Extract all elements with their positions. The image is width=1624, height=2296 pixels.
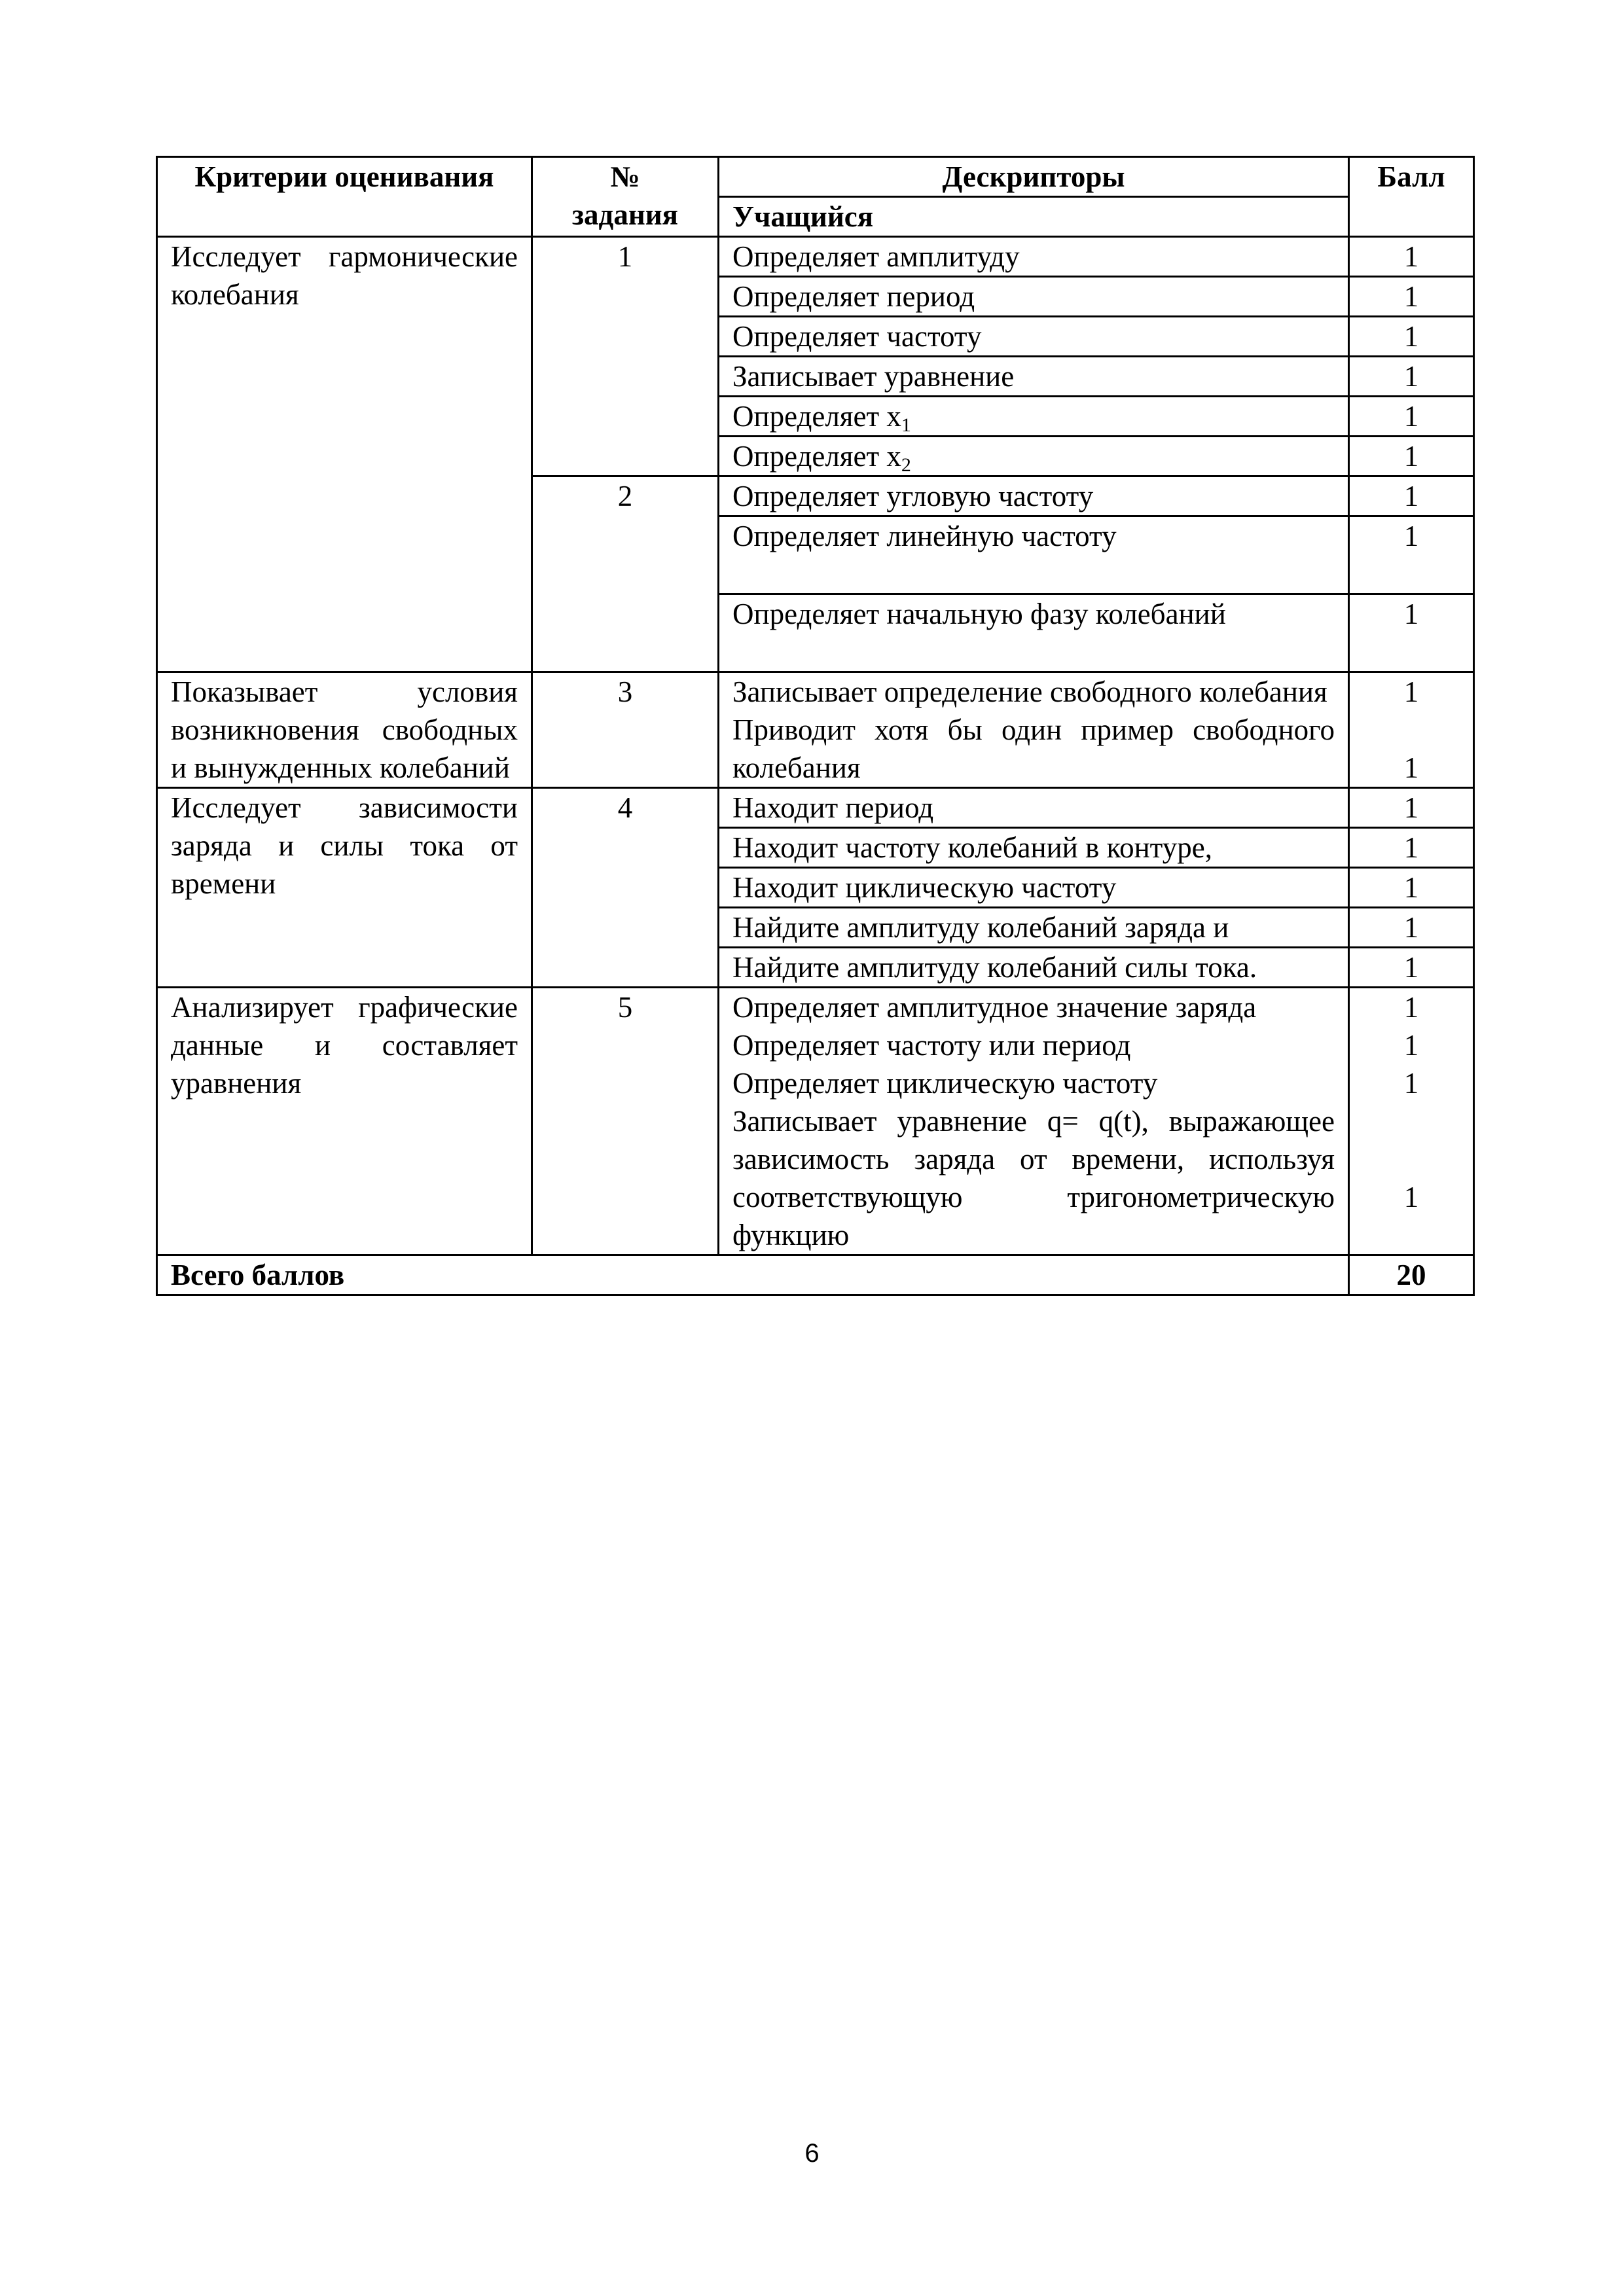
descriptor-cell: Определяет угловую частоту (719, 476, 1349, 516)
descriptor-cell: Определяет период (719, 277, 1349, 317)
score-cell: 1 (1349, 828, 1474, 868)
table-row (157, 788, 1474, 828)
task-number-cell: 4 (532, 788, 719, 988)
header-criteria: Критерии оценивания (157, 157, 532, 237)
score-cell (1349, 988, 1474, 1255)
page-number: 6 (804, 2139, 820, 2168)
score-cell: 1 (1349, 788, 1474, 828)
score-cell: 1 (1349, 948, 1474, 988)
table-row (157, 988, 1474, 1255)
header-task-number (532, 157, 719, 237)
descriptor-text: Определяет амплитудное значение заряда (732, 991, 1257, 1024)
score-cell: 1 (1349, 317, 1474, 357)
table-row (157, 672, 1474, 788)
score-value: 1 (1403, 675, 1419, 708)
criterion-cell: Исследует зависимости заряда и силы тока от времени (157, 788, 532, 988)
descriptor-text: Определяет частоту или период (732, 1029, 1131, 1062)
table-row (157, 237, 1474, 277)
descriptor-text: Определяет x (732, 440, 901, 473)
descriptor-cell: Находит циклическую частоту (719, 868, 1349, 908)
descriptor-cell (719, 672, 1349, 788)
score-cell: 1 (1349, 437, 1474, 476)
subscript: 1 (901, 414, 911, 436)
descriptor-text: Определяет циклическую частоту (732, 1067, 1158, 1100)
criterion-cell: Анализирует графические данные и составляет уравнения (157, 988, 532, 1255)
descriptor-cell (719, 397, 1349, 437)
criterion-cell: Показывает условия возникновения свободных и вынужденных колебаний (157, 672, 532, 788)
descriptor-text: Приводит хотя бы один пример свободного колебания (732, 713, 1335, 784)
header-task-number-line2: задания (571, 198, 679, 231)
subscript: 2 (901, 454, 911, 476)
score-cell: 1 (1349, 516, 1474, 594)
score-cell: 1 (1349, 277, 1474, 317)
descriptor-cell: Находит период (719, 788, 1349, 828)
spacer (1363, 1102, 1460, 1178)
descriptor-text: Определяет x (732, 400, 901, 433)
descriptor-cell: Найдите амплитуду колебаний заряда и (719, 908, 1349, 948)
score-value: 1 (1403, 1181, 1419, 1213)
total-row (157, 1255, 1474, 1295)
score-cell: 1 (1349, 357, 1474, 397)
descriptor-cell (719, 988, 1349, 1255)
assessment-rubric-table (156, 156, 1475, 1296)
score-value: 1 (1403, 1067, 1419, 1100)
header-descriptors-sub: Учащийся (719, 197, 1349, 237)
task-number-cell: 5 (532, 988, 719, 1255)
score-cell: 1 (1349, 397, 1474, 437)
descriptor-cell: Определяет начальную фазу колебаний (719, 594, 1349, 672)
descriptor-cell: Определяет частоту (719, 317, 1349, 357)
task-number-cell: 1 (532, 237, 719, 476)
score-cell: 1 (1349, 476, 1474, 516)
score-cell: 1 (1349, 908, 1474, 948)
descriptor-text: Записывает определение свободного колебания (732, 675, 1327, 708)
score-value: 1 (1403, 751, 1419, 784)
task-number-cell: 2 (532, 476, 719, 672)
descriptor-text: Записывает уравнение q= q(t), выражающее зависимость заряда от времени, используя соответствующую тригонометрическую функцию (732, 1105, 1335, 1251)
descriptor-cell (719, 437, 1349, 476)
score-cell: 1 (1349, 868, 1474, 908)
header-descriptors: Дескрипторы (719, 157, 1349, 197)
score-cell: 1 (1349, 237, 1474, 277)
descriptor-cell: Находит частоту колебаний в контуре, (719, 828, 1349, 868)
descriptor-cell: Записывает уравнение (719, 357, 1349, 397)
descriptor-cell: Определяет линейную частоту (719, 516, 1349, 594)
descriptor-cell: Определяет амплитуду (719, 237, 1349, 277)
score-cell: 1 (1349, 594, 1474, 672)
score-cell (1349, 672, 1474, 788)
total-value: 20 (1349, 1255, 1474, 1295)
header-task-number-line1: № (610, 160, 640, 193)
score-value: 1 (1403, 1029, 1419, 1062)
task-number-cell: 3 (532, 672, 719, 788)
score-value: 1 (1403, 991, 1419, 1024)
criterion-cell: Исследует гармонические колебания (157, 237, 532, 672)
header-row (157, 157, 1474, 197)
header-score: Балл (1349, 157, 1474, 237)
total-label: Всего баллов (157, 1255, 1349, 1295)
spacer (1363, 711, 1460, 749)
descriptor-cell: Найдите амплитуду колебаний силы тока. (719, 948, 1349, 988)
